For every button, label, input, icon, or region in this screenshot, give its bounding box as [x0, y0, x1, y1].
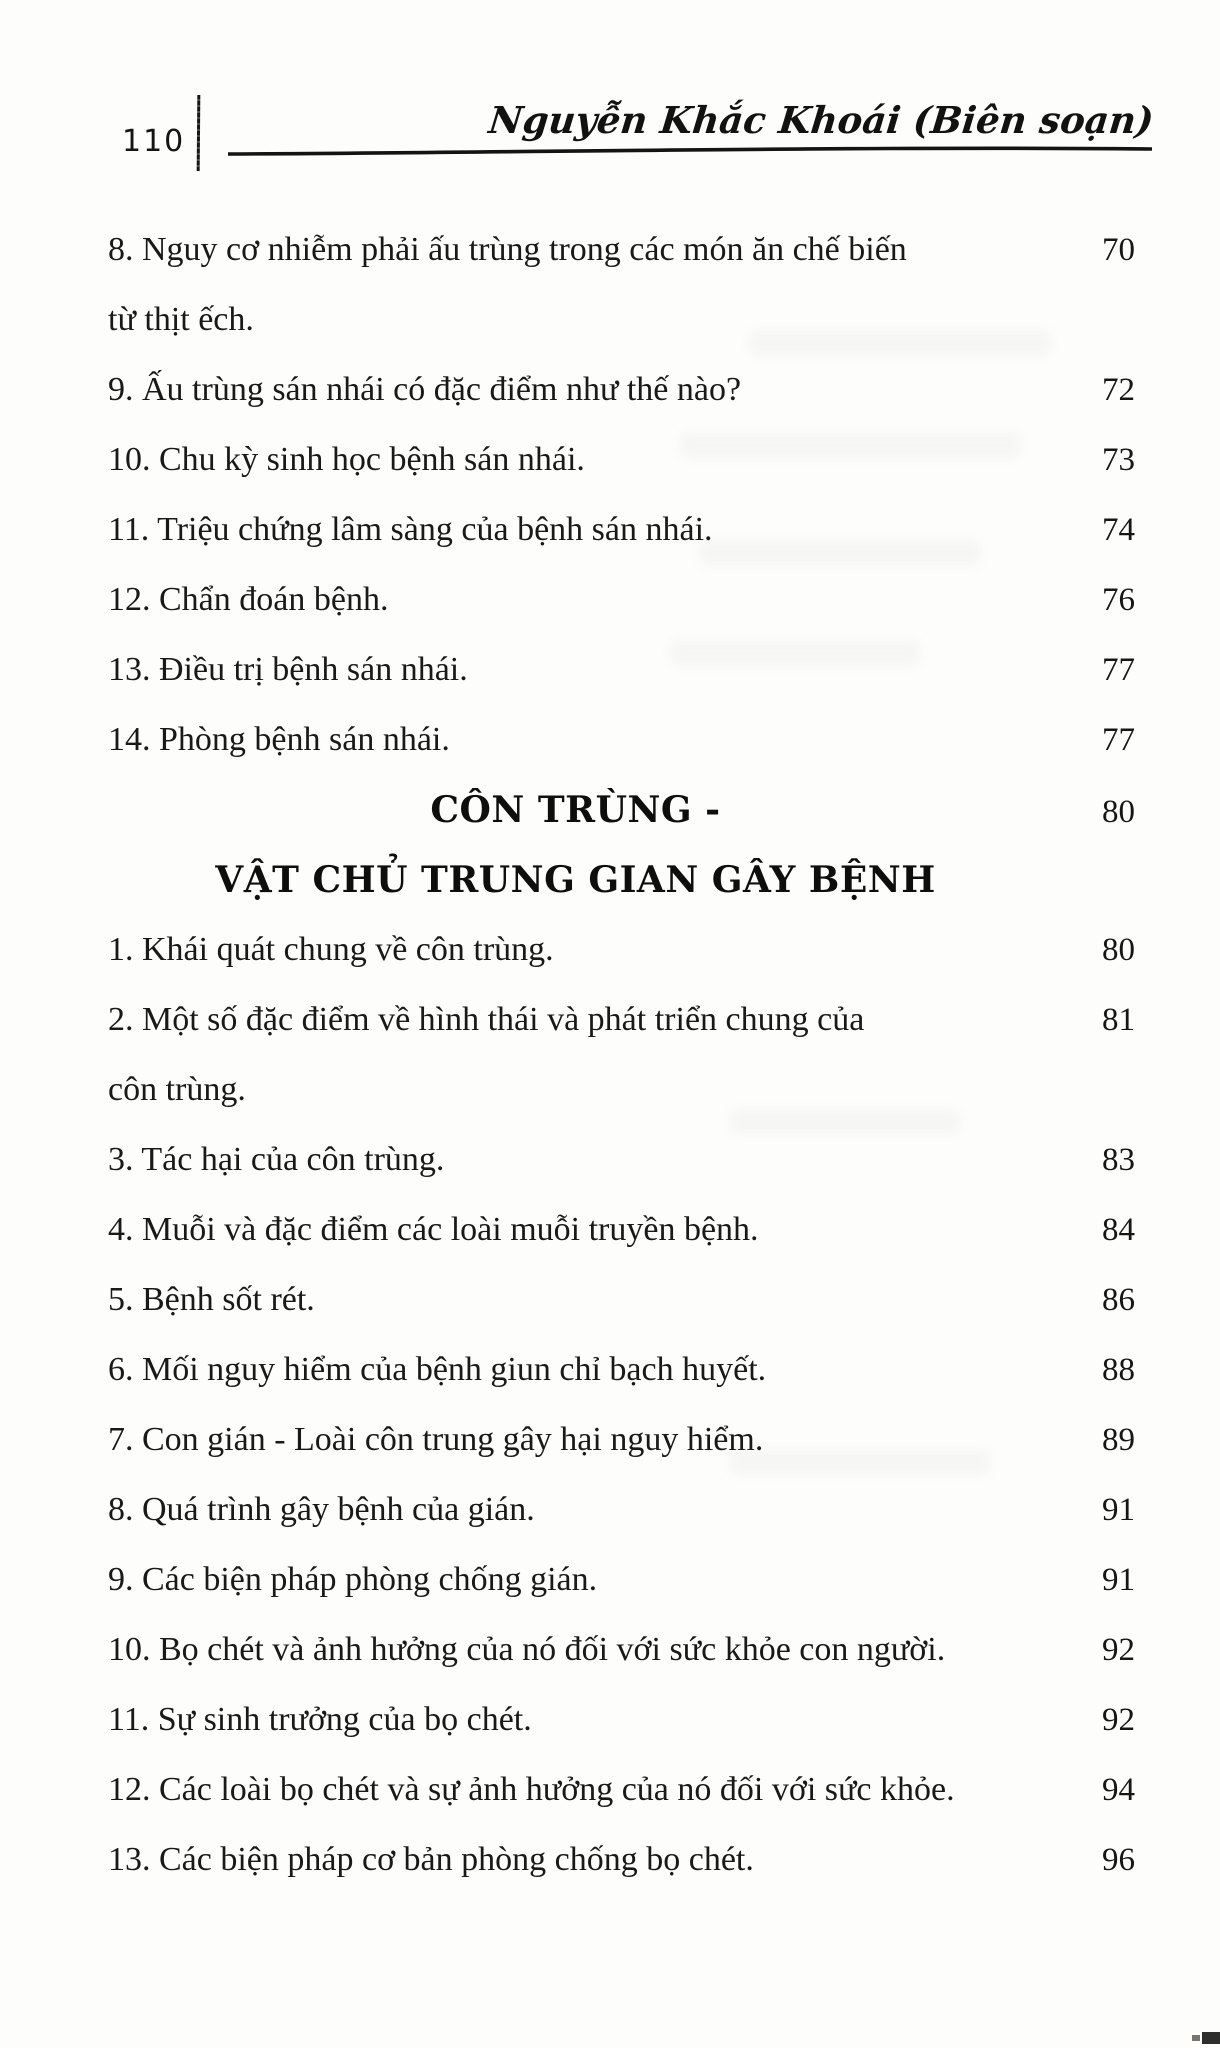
toc-entry [108, 1475, 1135, 1545]
toc-entry-page: 84 [1102, 1212, 1135, 1248]
toc-entry-text: 13. Các biện pháp cơ bản phòng chống bọ chét. [108, 1841, 754, 1878]
toc-entry-page: 88 [1102, 1352, 1135, 1388]
toc-entry [108, 1265, 1135, 1335]
toc-entry-continuation [108, 1055, 1135, 1125]
toc-entry-page: 83 [1102, 1142, 1135, 1178]
toc-entry-text: từ thịt ếch. [108, 301, 254, 338]
toc-entry-text: 9. Ấu trùng sán nhái có đặc điểm như thế nào? [108, 371, 742, 408]
toc-entry-text: 12. Chẩn đoán bệnh. [108, 581, 389, 618]
toc-entry-text: côn trùng. [108, 1071, 246, 1108]
toc-entry [108, 1825, 1135, 1895]
toc-entry [108, 915, 1135, 985]
page-number: 110 [122, 124, 186, 159]
toc-entry [108, 215, 1135, 285]
toc-entry-text: 3. Tác hại của côn trùng. [108, 1141, 445, 1178]
toc-entry-page: 92 [1102, 1702, 1135, 1738]
section-heading-line2 [108, 845, 1135, 915]
toc-entry-page: 80 [1102, 932, 1135, 968]
toc-entry-page: 92 [1102, 1632, 1135, 1668]
toc-entry-page: 91 [1102, 1492, 1135, 1528]
section-heading-page: 80 [1102, 794, 1135, 830]
toc-entry-page: 72 [1102, 372, 1135, 408]
toc-entry [108, 1615, 1135, 1685]
toc-entry-text: 11. Triệu chứng lâm sàng của bệnh sán nhái. [108, 511, 713, 548]
toc-entry-text: 2. Một số đặc điểm về hình thái và phát triển chung của [108, 1001, 865, 1038]
toc-entry-page: 94 [1102, 1772, 1135, 1808]
toc-entry-text: 10. Chu kỳ sinh học bệnh sán nhái. [108, 441, 585, 478]
scan-smudge [680, 432, 1020, 458]
toc-entry [108, 495, 1135, 565]
section-heading-text: CÔN TRÙNG - [430, 789, 721, 831]
scan-smudge [730, 1110, 960, 1134]
toc-entry-page: 73 [1102, 442, 1135, 478]
toc-entry-page: 91 [1102, 1562, 1135, 1598]
toc-entry [108, 635, 1135, 705]
toc-entry [108, 565, 1135, 635]
toc-entry-page: 70 [1102, 232, 1135, 268]
toc-entry-text: 12. Các loài bọ chét và sự ảnh hưởng của nó đối với sức khỏe. [108, 1771, 955, 1808]
toc-entry-text: 11. Sự sinh trưởng của bọ chét. [108, 1701, 532, 1738]
toc-entry [108, 1125, 1135, 1195]
scan-smudge [730, 1450, 990, 1474]
toc-entry-text: 5. Bệnh sốt rét. [108, 1281, 315, 1318]
toc-entry-text: 10. Bọ chét và ảnh hưởng của nó đối với sức khỏe con người. [108, 1631, 946, 1668]
toc-entry-page: 76 [1102, 582, 1135, 618]
toc-entry-page: 96 [1102, 1842, 1135, 1878]
toc-entry-text: 7. Con gián - Loài côn trung gây hại nguy hiểm. [108, 1421, 764, 1458]
toc-entry [108, 1755, 1135, 1825]
header-tick-mark [197, 95, 201, 171]
scan-artifact-corner [1192, 2035, 1200, 2041]
scan-smudge [700, 540, 980, 566]
toc-entry [108, 705, 1135, 775]
header-rule [226, 144, 1156, 158]
section-heading-line1 [108, 775, 1135, 845]
toc-entry [108, 1545, 1135, 1615]
toc-entry-text: 8. Nguy cơ nhiễm phải ấu trùng trong các món ăn chế biến [108, 231, 907, 268]
toc-entry-page: 77 [1102, 652, 1135, 688]
toc-entry-text: 14. Phòng bệnh sán nhái. [108, 721, 450, 758]
toc-entry [108, 355, 1135, 425]
toc-entry-text: 9. Các biện pháp phòng chống gián. [108, 1561, 598, 1598]
scan-artifact-corner [1202, 2032, 1220, 2044]
toc-entry [108, 1335, 1135, 1405]
toc-entry-page: 89 [1102, 1422, 1135, 1458]
toc-entry-text: 8. Quá trình gây bệnh của gián. [108, 1491, 535, 1528]
toc-entry [108, 985, 1135, 1055]
toc-entry-text: 1. Khái quát chung về côn trùng. [108, 931, 554, 968]
toc-entry-page: 77 [1102, 722, 1135, 758]
toc-entry-page: 86 [1102, 1282, 1135, 1318]
toc-entry-page: 81 [1102, 1002, 1135, 1038]
toc-entry-text: 13. Điều trị bệnh sán nhái. [108, 651, 468, 688]
scan-smudge [750, 330, 1050, 356]
toc-entry-text: 6. Mối nguy hiểm của bệnh giun chỉ bạch huyết. [108, 1351, 767, 1388]
toc-entry-text: 4. Muỗi và đặc điểm các loài muỗi truyền bệnh. [108, 1211, 759, 1248]
toc-entry [108, 1195, 1135, 1265]
running-header-author: Nguyễn Khắc Khoái (Biên soạn) [487, 98, 1157, 142]
toc-entry [108, 1685, 1135, 1755]
scan-smudge [670, 640, 920, 666]
toc-entry-page: 74 [1102, 512, 1135, 548]
section-heading-text: VẬT CHỦ TRUNG GIAN GÂY BỆNH [215, 859, 936, 901]
table-of-contents [108, 215, 1135, 1895]
